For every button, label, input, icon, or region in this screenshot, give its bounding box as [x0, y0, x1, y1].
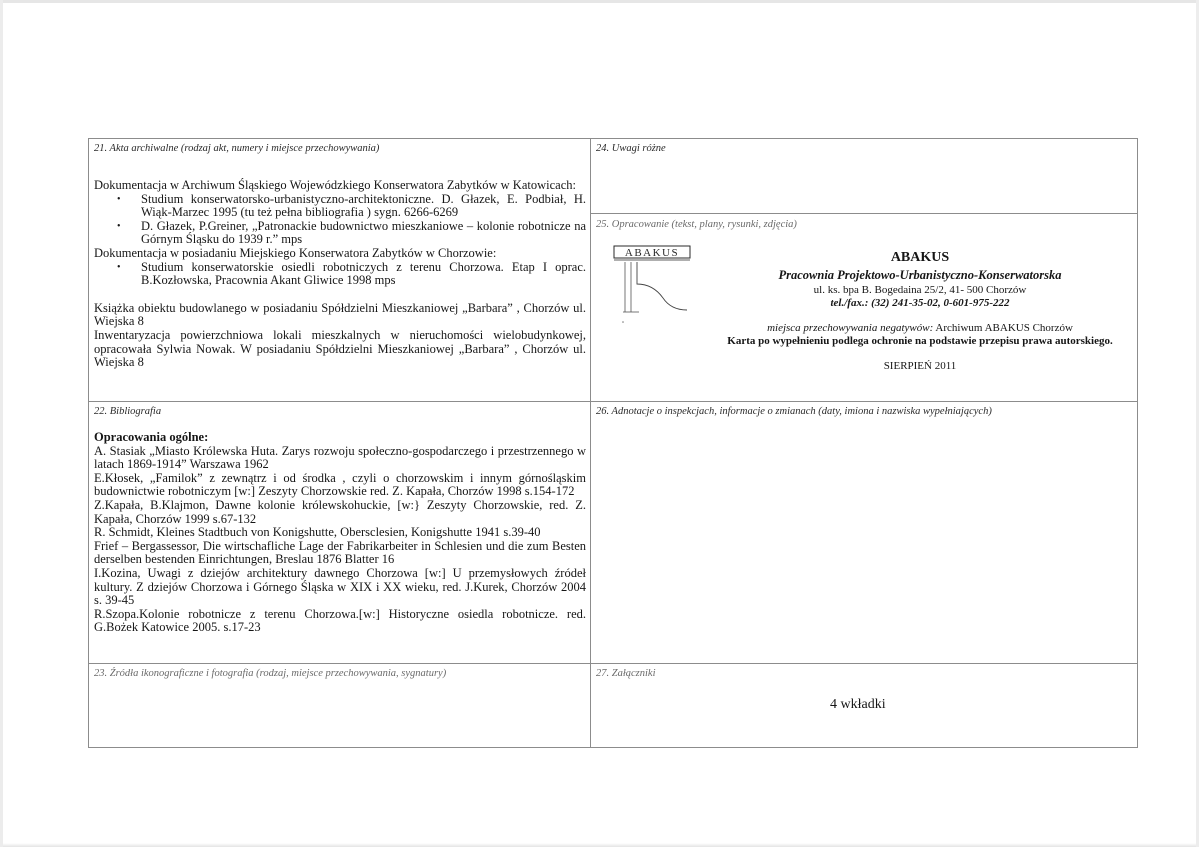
section-24-label: 24. Uwagi różne: [596, 143, 666, 154]
list-item: • Studium konserwatorskie osiedli robotniczych z terenu Chorzowa. Etap I oprac. B.Kozłowska, Pracownia Akant Gliwice 1998 mps: [94, 261, 586, 288]
left-border: [88, 138, 89, 747]
row-divider-2: [88, 663, 1138, 664]
section-26-label: 26. Adnotacje o inspekcjach, informacje o zmianach (daty, imiona i nazwiska wypełniających): [596, 406, 992, 417]
section-23-label: 23. Źródła ikonograficzne i fotografia (rodzaj, miejsce przechowywania, sygnatury): [94, 668, 447, 679]
section-25-label: 25. Opracowanie (tekst, plany, rysunki, zdjęcia): [596, 219, 797, 230]
scan-edge-top: [0, 0, 1199, 3]
scan-edge-left: [0, 0, 3, 847]
negatives-label: miejsca przechowywania negatywów:: [767, 322, 934, 334]
attachments-count: 4 wkładki: [830, 697, 886, 712]
right-divider-24-25: [590, 213, 1138, 214]
list-item: • Studium konserwatorsko-urbanistyczno-architektoniczne. D. Głazek, E. Podbiał, H. Wiąk-Marzec 1995 (tu też pełna bibliografia ) sygn. 6266-6269: [94, 193, 586, 220]
document-date: SIERPIEŃ 2011: [883, 360, 957, 372]
bibliography-heading: Opracowania ogólne:: [94, 430, 209, 444]
bibliography-entry: Frief – Bergassessor, Die wirtschafliche Lage der Fabrikarbeiter in Schlesien und die zum Besten derselben bestenden Einrichtungen, Breslau 1876 Blatter 16: [94, 538, 586, 567]
section-22-content: [94, 431, 586, 635]
bibliography-entry: I.Kozina, Uwagi z dziejów architektury dawnego Chorzowa [w:] U przemysłowych źródeł kultury. Z dziejów Chorzowa i Górnego Śląska w XIX i XX wieku, red. J.Kurek, Chorzów 2004 s. 39-45: [94, 565, 586, 608]
list-item: • D. Głazek, P.Greiner, „Patronackie budownictwo mieszkaniowe – kolonie robotnicze na Górnym Śląsku do 1939 r.” mps: [94, 220, 586, 247]
bibliography-entry: R.Szopa.Kolonie robotnicze z terenu Chorzowa.[w:] Historyczne osiedla robotnicze. red. G.Bożek Katowice 2005. s.17-23: [94, 606, 586, 635]
column-divider: [590, 138, 591, 747]
archive-intro: Dokumentacja w Archiwum Śląskiego Wojewódzkiego Konserwatora Zabytków w Katowicach:: [94, 178, 576, 192]
bibliography-entry: R. Schmidt, Kleines Stadtbuch von Konigshutte, Obersclesien, Konigshutte 1941 s.39-40: [94, 525, 541, 540]
book-entry: Książka obiektu budowlanego w posiadaniu Spółdzielni Mieszkaniowej „Barbara” , Chorzów ul. Wiejska 8: [94, 300, 586, 329]
logo-text: ABAKUS: [624, 247, 680, 259]
katowice-list: [94, 193, 586, 247]
company-name: ABAKUS: [890, 250, 950, 265]
copyright-notice: Karta po wypełnieniu podlega ochronie na podstawie przepisu prawa autorskiego.: [727, 335, 1113, 347]
scan-edge-bottom: [0, 843, 1199, 847]
section-27-label: 27. Załączniki: [596, 668, 656, 679]
bottom-border: [88, 747, 1138, 748]
top-border: [88, 138, 1138, 139]
company-phone: tel./fax.: (32) 241-35-02, 0-601-975-222: [830, 297, 1010, 309]
negatives-storage: [700, 322, 1140, 334]
negatives-value: Archiwum ABAKUS Chorzów: [935, 322, 1073, 334]
bibliography-entry: Z.Kapała, B.Klajmon, Dawne kolonie królewskohuckie, [w:} Zeszyty Chorzowskie, red. Z. Kapała, Chorzów 1999 s.67-132: [94, 497, 586, 526]
row-divider-1: [88, 401, 1138, 402]
section-22-label: 22. Bibliografia: [94, 406, 162, 417]
inventory-entry: Inwentaryzacja powierzchniowa lokali mieszkalnych w nieruchomości wielobudynkowej, opracowała Sylwia Nowak. W posiadaniu Spółdzielni Mieszkaniowej „Barbara” , Chorzów ul. Wiejska 8: [94, 327, 586, 370]
company-address: ul. ks. bpa B. Bogedaina 25/2, 41- 500 Chorzów: [813, 284, 1027, 296]
company-subtitle: Pracownia Projektowo-Urbanistyczno-Konserwatorska: [778, 268, 1062, 282]
chorzow-list: [94, 261, 586, 288]
bibliography-entry: A. Stasiak „Miasto Królewska Huta. Zarys rozwoju społeczno-gospodarczego i przestrzennego w latach 1869-1914” Warszawa 1962: [94, 443, 586, 472]
section-21-content: [94, 179, 586, 370]
chorzow-intro: Dokumentacja w posiadaniu Miejskiego Konserwatora Zabytków w Chorzowie:: [94, 245, 497, 260]
right-border: [1137, 138, 1138, 747]
bibliography-entry: E.Kłosek, „Familok” z zewnątrz i od środka , czyli o chorzowskim i innym górnośląskim budownictwie robotniczym [w:] Zeszyty Chorzowskie red. Z. Kapała, Chorzów 1998 s.154-172: [94, 470, 586, 499]
section-21-label: 21. Akta archiwalne (rodzaj akt, numery i miejsce przechowywania): [94, 143, 380, 154]
abakus-logo: [613, 244, 691, 330]
